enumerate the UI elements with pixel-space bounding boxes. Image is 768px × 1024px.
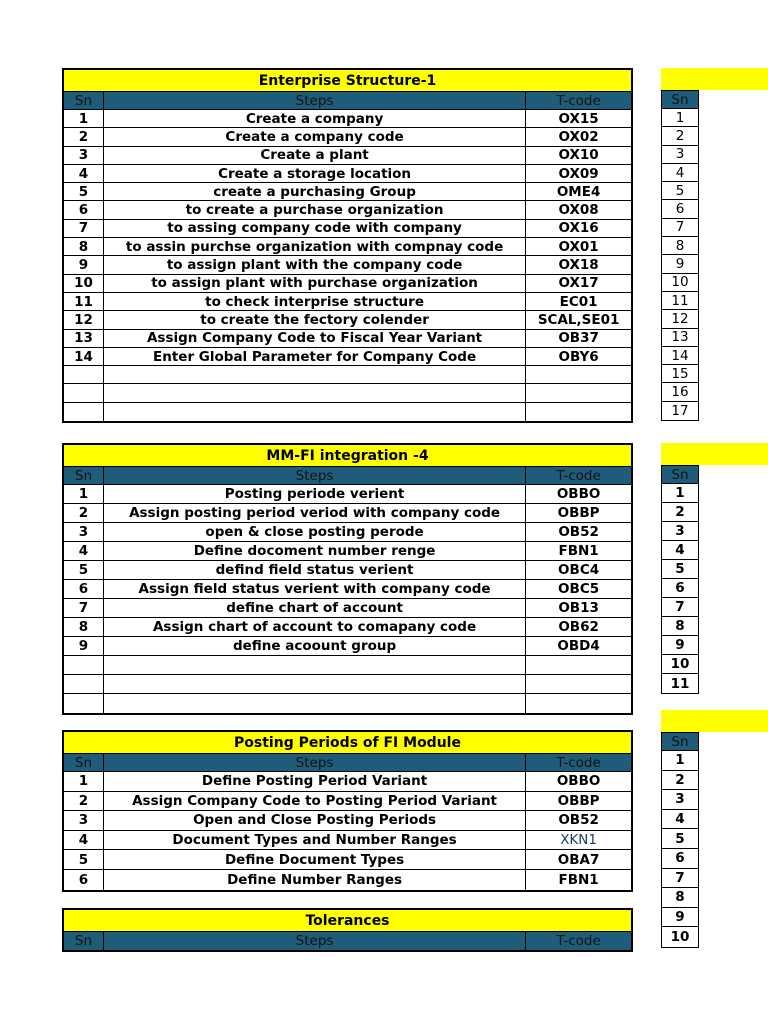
row-step — [104, 656, 526, 674]
right-row-sn: 6 — [675, 850, 685, 867]
row-tcode: OB13 — [558, 600, 599, 616]
right-row-sn: 17 — [671, 402, 689, 419]
table-row — [64, 128, 631, 146]
row-step: define acoount group — [104, 637, 526, 655]
row-step: Open and Close Posting Periods — [104, 811, 526, 830]
header-tcode: T-code — [526, 92, 631, 109]
right-row — [662, 347, 698, 365]
table-row — [64, 183, 631, 201]
right-header — [662, 733, 698, 751]
row-step: Define Document Types — [104, 850, 526, 869]
row-step: to check interprise structure — [104, 293, 526, 310]
right-sn-column-2 — [661, 465, 699, 694]
right-row-sn: 10 — [670, 656, 690, 672]
right-row — [662, 541, 698, 560]
row-sn: 9 — [64, 256, 104, 273]
right-row — [662, 402, 698, 420]
row-step: Define docoment number renge — [104, 542, 526, 560]
row-tcode — [526, 675, 631, 693]
right-row-sn: 1 — [675, 109, 685, 126]
right-row-sn: 9 — [675, 256, 685, 273]
row-sn: 5 — [64, 183, 104, 200]
right-row-sn: 8 — [675, 618, 685, 634]
table-row — [64, 561, 631, 580]
row-tcode: OBC5 — [558, 581, 600, 597]
right-row — [662, 771, 698, 791]
right-row — [662, 127, 698, 145]
row-sn: 4 — [64, 831, 104, 850]
row-tcode: OX18 — [558, 257, 599, 274]
row-sn: 6 — [64, 201, 104, 218]
right-row — [662, 274, 698, 292]
right-row-sn: 8 — [675, 889, 685, 906]
row-tcode: OBC4 — [558, 562, 600, 578]
right-row — [662, 560, 698, 579]
row-tcode: OX15 — [558, 110, 599, 127]
right-header-sn: Sn — [662, 466, 698, 483]
table-title: Enterprise Structure-1 — [64, 70, 631, 91]
row-tcode: OB37 — [558, 330, 599, 347]
right-row-sn: 11 — [670, 675, 690, 692]
right-yellow-bar-2 — [661, 443, 768, 465]
right-row-sn: 4 — [675, 811, 685, 828]
row-tcode: OX09 — [558, 165, 599, 182]
row-tcode: OX16 — [558, 220, 599, 237]
row-tcode: OB52 — [558, 524, 599, 540]
right-row — [662, 636, 698, 655]
row-tcode: OBBP — [557, 505, 600, 521]
row-sn: 10 — [64, 275, 104, 292]
right-row — [662, 383, 698, 401]
header-tcode: T-code — [526, 467, 631, 484]
posting-periods-table — [62, 730, 633, 892]
table-row — [64, 293, 631, 311]
row-sn: 11 — [64, 293, 104, 310]
row-sn: 1 — [64, 485, 104, 503]
row-sn: 2 — [64, 128, 104, 145]
row-step: Document Types and Number Ranges — [104, 831, 526, 850]
right-row — [662, 522, 698, 541]
right-row — [662, 146, 698, 164]
right-row-sn: 6 — [675, 201, 685, 218]
row-tcode: OB62 — [558, 619, 599, 635]
right-row-sn: 4 — [675, 542, 685, 558]
row-sn: 8 — [64, 238, 104, 255]
row-step: Define Posting Period Variant — [104, 772, 526, 791]
header-sn: Sn — [64, 467, 104, 484]
right-header-sn: Sn — [662, 91, 698, 108]
row-sn: 7 — [64, 220, 104, 237]
right-row-sn: 7 — [675, 869, 685, 886]
row-step: Create a storage location — [104, 165, 526, 182]
row-step — [104, 675, 526, 693]
header-steps: Steps — [104, 92, 526, 109]
table-row — [64, 599, 631, 618]
table-row — [64, 694, 631, 713]
row-sn: 12 — [64, 311, 104, 328]
row-tcode: OBBO — [556, 486, 601, 502]
right-row — [662, 310, 698, 328]
right-row-sn: 12 — [671, 310, 689, 327]
row-tcode: FBN1 — [558, 543, 599, 559]
row-step: Posting periode verient — [104, 485, 526, 503]
table-header-row — [64, 754, 631, 772]
right-row — [662, 655, 698, 674]
row-step: to create the fectory colender — [104, 311, 526, 328]
row-step: to assign plant with purchase organization — [104, 275, 526, 292]
table-title: Posting Periods of FI Module — [64, 732, 631, 753]
right-row — [662, 790, 698, 810]
row-tcode: OBBP — [557, 792, 600, 809]
right-sn-column-1 — [661, 90, 699, 421]
row-sn: 7 — [64, 599, 104, 617]
row-sn: 3 — [64, 811, 104, 830]
row-tcode: OX01 — [558, 238, 599, 255]
table-row — [64, 384, 631, 402]
table-title: Tolerances — [64, 910, 631, 931]
right-row — [662, 579, 698, 598]
right-row — [662, 751, 698, 771]
tolerances-table — [62, 908, 633, 952]
row-tcode — [526, 384, 631, 401]
right-row-sn: 2 — [675, 504, 685, 520]
right-row-sn: 14 — [671, 347, 689, 364]
row-sn: 2 — [64, 792, 104, 811]
table-row — [64, 792, 631, 812]
row-tcode: OBA7 — [557, 851, 600, 868]
right-row-sn: 1 — [675, 752, 685, 769]
table-row — [64, 348, 631, 366]
row-sn: 2 — [64, 504, 104, 522]
row-step: Assign posting period veriod with company code — [104, 504, 526, 522]
row-tcode: OBY6 — [558, 348, 599, 365]
right-row-sn: 11 — [671, 292, 689, 309]
right-row-sn: 2 — [675, 127, 685, 144]
row-sn — [64, 366, 104, 383]
table-row — [64, 504, 631, 523]
right-row-sn: 1 — [675, 485, 685, 501]
row-sn: 3 — [64, 523, 104, 541]
right-row — [662, 164, 698, 182]
row-tcode: OBBO — [556, 773, 601, 790]
table-row — [64, 637, 631, 656]
row-sn — [64, 403, 104, 421]
row-tcode: XKN1 — [560, 832, 597, 849]
row-tcode: OX17 — [558, 275, 599, 292]
row-sn — [64, 675, 104, 693]
right-row — [662, 829, 698, 849]
row-step: to assign plant with the company code — [104, 256, 526, 273]
row-tcode: OBD4 — [557, 638, 600, 654]
row-step: defind field status verient — [104, 561, 526, 579]
row-sn — [64, 384, 104, 401]
table-row — [64, 147, 631, 165]
row-sn — [64, 694, 104, 713]
row-step: Assign chart of account to comapany code — [104, 618, 526, 636]
row-tcode: OX08 — [558, 202, 599, 219]
row-step: to assing company code with company — [104, 220, 526, 237]
header-sn: Sn — [64, 932, 104, 950]
table-row — [64, 256, 631, 274]
row-tcode — [526, 694, 631, 713]
mm-fi-integration-table — [62, 443, 633, 715]
right-header-sn: Sn — [662, 733, 698, 750]
table-header-row — [64, 932, 631, 950]
table-row — [64, 330, 631, 348]
table-row — [64, 485, 631, 504]
table-row — [64, 811, 631, 831]
right-row — [662, 292, 698, 310]
row-step: to create a purchase organization — [104, 201, 526, 218]
row-sn: 6 — [64, 870, 104, 890]
row-step: Assign Company Code to Fiscal Year Variant — [104, 330, 526, 347]
right-yellow-bar-1 — [661, 68, 768, 90]
table-row — [64, 110, 631, 128]
right-row-sn: 3 — [675, 523, 685, 539]
right-row — [662, 237, 698, 255]
row-step — [104, 694, 526, 713]
row-tcode: OME4 — [556, 183, 601, 200]
table-row — [64, 542, 631, 561]
right-row-sn: 5 — [675, 830, 685, 847]
right-row — [662, 674, 698, 693]
row-tcode: EC01 — [559, 293, 598, 310]
row-step: Assign field status verient with company code — [104, 580, 526, 598]
table-title-row — [64, 910, 631, 932]
row-step: Create a company — [104, 110, 526, 127]
row-sn: 3 — [64, 147, 104, 164]
table-row — [64, 656, 631, 675]
right-row — [662, 810, 698, 830]
right-row — [662, 109, 698, 127]
right-header — [662, 91, 698, 109]
table-row — [64, 366, 631, 384]
right-row-sn: 7 — [675, 599, 685, 615]
table-row — [64, 311, 631, 329]
row-tcode: SCAL,SE01 — [537, 311, 620, 328]
right-row-sn: 3 — [675, 791, 685, 808]
table-row — [64, 870, 631, 890]
row-sn: 4 — [64, 165, 104, 182]
row-step: Assign Company Code to Posting Period Variant — [104, 792, 526, 811]
right-row — [662, 617, 698, 636]
row-step — [104, 403, 526, 421]
right-row-sn: 15 — [671, 365, 689, 382]
row-step: define chart of account — [104, 599, 526, 617]
right-row-sn: 2 — [675, 771, 685, 788]
table-row — [64, 618, 631, 637]
row-step: to assin purchse organization with compnay code — [104, 238, 526, 255]
row-tcode — [526, 366, 631, 383]
right-row — [662, 927, 698, 947]
table-row — [64, 523, 631, 542]
right-row-sn: 10 — [670, 929, 690, 946]
row-step: Define Number Ranges — [104, 870, 526, 890]
table-row — [64, 675, 631, 694]
row-tcode — [526, 656, 631, 674]
right-row — [662, 869, 698, 889]
table-row — [64, 238, 631, 256]
right-row-sn: 5 — [675, 561, 685, 577]
row-step: Enter Global Parameter for Company Code — [104, 348, 526, 365]
row-step — [104, 384, 526, 401]
table-title-row — [64, 70, 631, 92]
row-step: create a purchasing Group — [104, 183, 526, 200]
right-row — [662, 329, 698, 347]
table-row — [64, 403, 631, 421]
header-tcode: T-code — [526, 932, 631, 950]
right-row — [662, 908, 698, 928]
row-tcode: OX10 — [558, 147, 599, 164]
table-row — [64, 850, 631, 870]
row-sn: 1 — [64, 772, 104, 791]
row-sn: 5 — [64, 561, 104, 579]
header-sn: Sn — [64, 754, 104, 771]
row-step — [104, 366, 526, 383]
right-row-sn: 8 — [675, 237, 685, 254]
right-row-sn: 16 — [671, 384, 689, 401]
right-row — [662, 888, 698, 908]
row-sn: 8 — [64, 618, 104, 636]
right-row — [662, 219, 698, 237]
table-row — [64, 580, 631, 599]
row-sn — [64, 656, 104, 674]
right-row-sn: 4 — [675, 164, 685, 181]
right-row — [662, 484, 698, 503]
right-row — [662, 255, 698, 273]
right-yellow-bar-3 — [661, 710, 768, 732]
row-tcode: OB52 — [558, 812, 599, 829]
right-row-sn: 3 — [675, 146, 685, 163]
right-row — [662, 200, 698, 218]
header-sn: Sn — [64, 92, 104, 109]
table-row — [64, 201, 631, 219]
row-sn: 6 — [64, 580, 104, 598]
row-tcode: OX02 — [558, 128, 599, 145]
table-row — [64, 772, 631, 792]
right-header — [662, 466, 698, 484]
row-sn: 13 — [64, 330, 104, 347]
right-row — [662, 598, 698, 617]
right-row-sn: 9 — [675, 909, 685, 926]
table-header-row — [64, 92, 631, 110]
header-steps: Steps — [104, 467, 526, 484]
row-sn: 4 — [64, 542, 104, 560]
row-tcode: FBN1 — [558, 871, 599, 888]
row-sn: 1 — [64, 110, 104, 127]
table-row — [64, 275, 631, 293]
table-title-row — [64, 732, 631, 754]
right-row — [662, 182, 698, 200]
row-sn: 9 — [64, 637, 104, 655]
row-step: Create a company code — [104, 128, 526, 145]
row-sn: 14 — [64, 348, 104, 365]
header-steps: Steps — [104, 754, 526, 771]
right-row-sn: 9 — [675, 637, 685, 653]
row-tcode — [526, 403, 631, 421]
right-row-sn: 10 — [671, 274, 689, 291]
table-header-row — [64, 467, 631, 485]
right-row-sn: 7 — [675, 219, 685, 236]
row-step: Create a plant — [104, 147, 526, 164]
table-row — [64, 220, 631, 238]
table-title-row — [64, 445, 631, 467]
header-steps: Steps — [104, 932, 526, 950]
table-row — [64, 831, 631, 851]
row-step: open & close posting perode — [104, 523, 526, 541]
header-tcode: T-code — [526, 754, 631, 771]
right-row — [662, 365, 698, 383]
right-row — [662, 503, 698, 522]
right-row — [662, 849, 698, 869]
table-title: MM-FI integration -4 — [64, 445, 631, 466]
right-row-sn: 13 — [671, 329, 689, 346]
right-row-sn: 5 — [675, 182, 685, 199]
enterprise-structure-table — [62, 68, 633, 423]
right-row-sn: 6 — [675, 580, 685, 596]
right-sn-column-3 — [661, 732, 699, 948]
table-row — [64, 165, 631, 183]
row-sn: 5 — [64, 850, 104, 869]
